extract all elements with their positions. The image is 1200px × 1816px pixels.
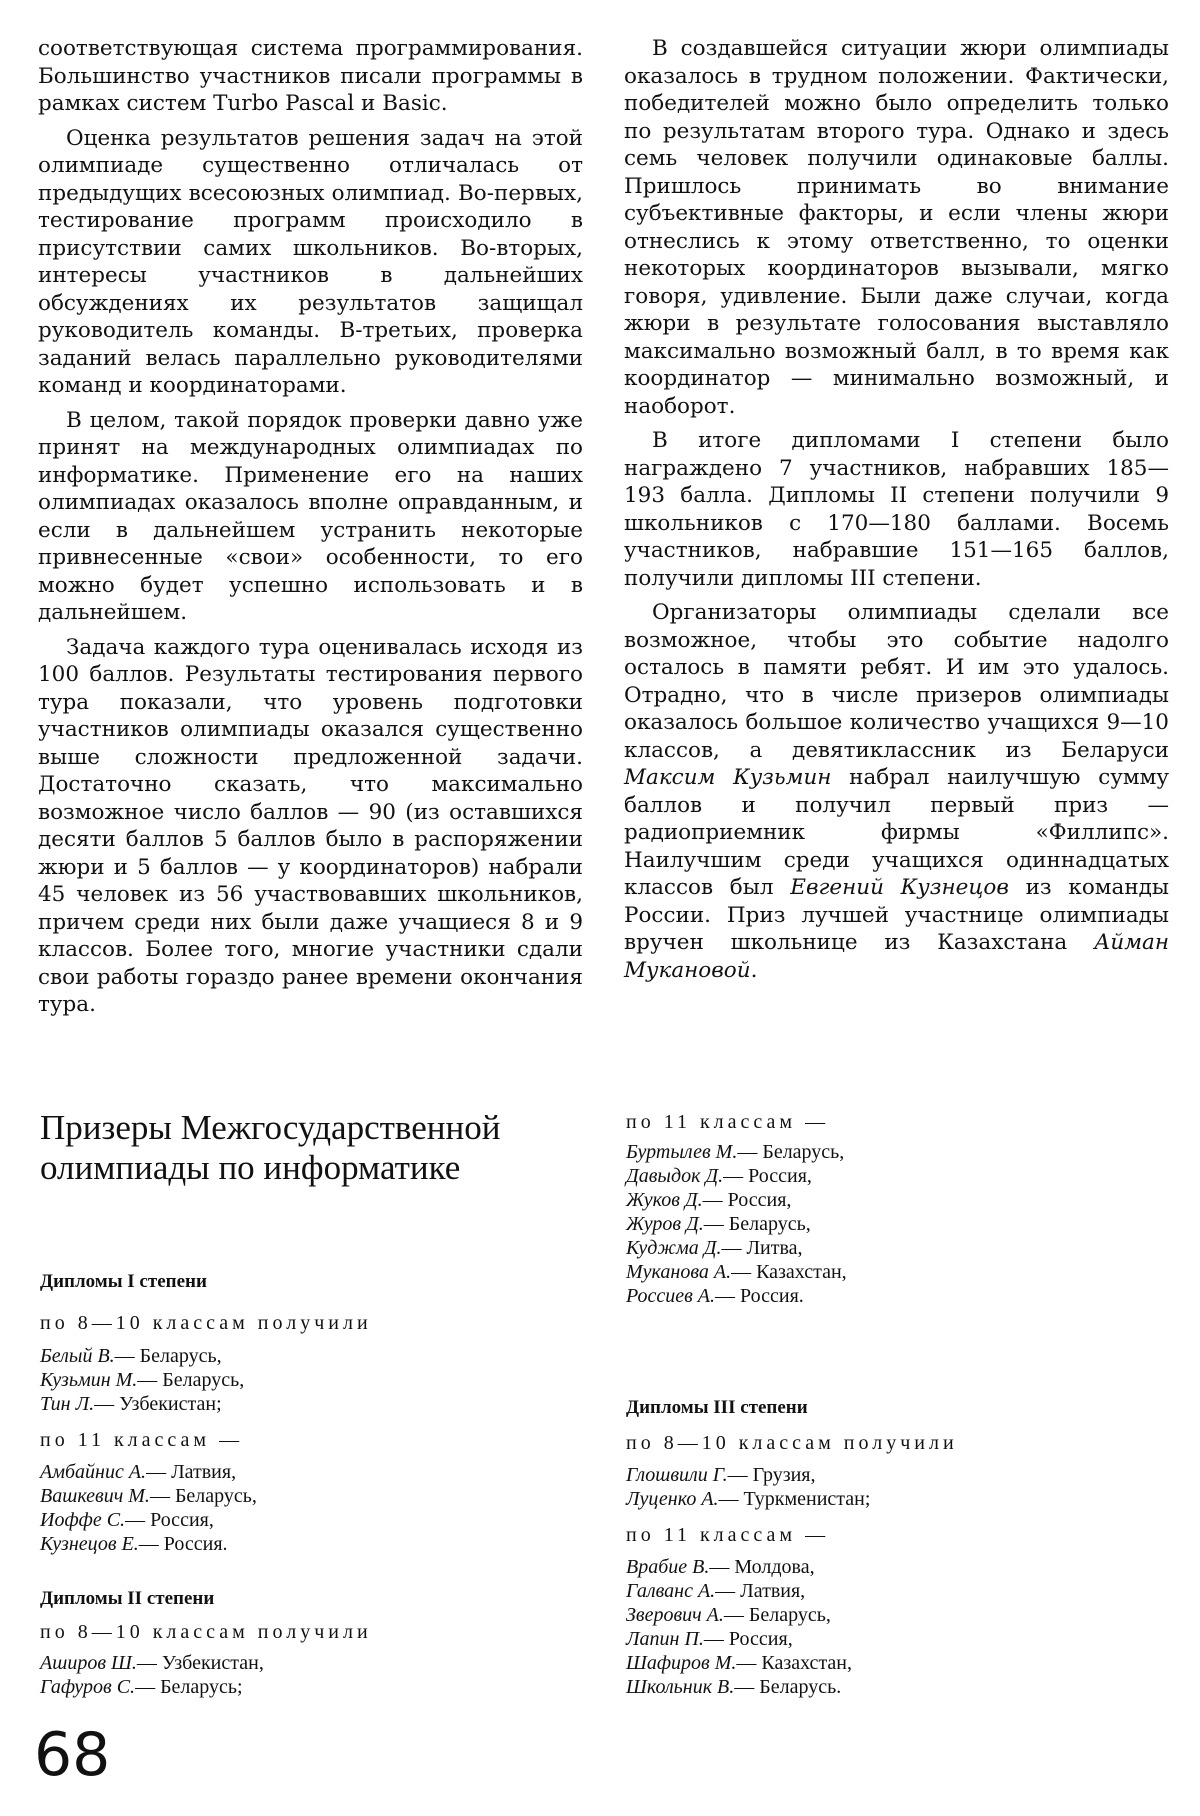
winners-list [626, 1555, 852, 1699]
group-label: по 8—10 классам получили [40, 1312, 372, 1334]
person-name: Айман Мукановой [624, 930, 1169, 983]
list-item: Галванс А.— Латвия, [626, 1580, 806, 1602]
list-item: Муканова А.— Казахстан, [626, 1261, 847, 1283]
list-item: Зверович А.— Беларусь, [626, 1604, 831, 1626]
person-name: Евгений Кузнецов [790, 875, 1009, 900]
diploma-3-heading: Дипломы III степени [626, 1397, 808, 1418]
list-item: Давыдок Д.— Россия, [626, 1165, 812, 1187]
page-number: 68 [34, 1720, 111, 1790]
winners-list [40, 1344, 244, 1416]
group-label: по 11 классам — [40, 1429, 244, 1451]
list-item: Амбайнис А.— Латвия, [40, 1461, 237, 1483]
list-item: Иоффе С.— Россия, [40, 1509, 214, 1531]
list-item: Глошвили Г.— Грузия, [626, 1464, 816, 1486]
diploma-1-heading: Дипломы I степени [40, 1271, 207, 1292]
group-label: по 11 классам — [626, 1524, 830, 1546]
list-item: Журов Д.— Беларусь, [626, 1213, 811, 1235]
paragraph: В итоге дипломами I степени было награждено 7 участников, набравших 185—193 балла. Дипломы II степени получили 9 школьников с 170—180 баллами. Восемь участников, набравшие 151—165 баллов, получили дипломы III степени. [624, 428, 1169, 591]
winners-list [40, 1651, 264, 1699]
group-label: по 8—10 классам получили [40, 1621, 372, 1643]
list-item: Луценко А.— Туркменистан; [626, 1488, 871, 1510]
list-item: Кузьмин М.— Беларусь, [40, 1369, 245, 1391]
article-column-left [38, 35, 583, 1026]
person-name: Максим Кузьмин [624, 765, 832, 790]
list-item: Тин Л.— Узбекистан; [40, 1393, 222, 1415]
paragraph: Задача каждого тура оценивалась исходя из 100 баллов. Результаты тестирования первого тура показали, что уровень подготовки участников олимпиады оказался существенно выше сложности предложенной задачи. Достаточно сказать, что максимально возможное число баллов — 90 (из оставшихся десяти баллов 5 баллов было в распоряжении жюри и 5 баллов — у координаторов) набрали 45 человек из 56 участвовавших школьников, причем среди них были даже учащиеся 8 и 9 классов. Более того, многие участники сдали свои работы гораздо ранее времени окончания тура. [38, 634, 583, 1017]
list-item: Гафуров С.— Беларусь; [40, 1676, 243, 1698]
list-item: Вашкевич М.— Беларусь, [40, 1485, 257, 1507]
winners-list [626, 1463, 870, 1511]
paragraph: соответствующая система программирования. Большинство участников писали программы в рамках систем Turbo Pascal и Basic. [38, 36, 583, 116]
list-item: Школьник В.— Беларусь. [626, 1676, 842, 1698]
list-item: Буртылев М.— Беларусь, [626, 1141, 845, 1163]
winners-list [40, 1460, 257, 1556]
list-item: Жуков Д.— Россия, [626, 1189, 792, 1211]
paragraph: В создавшейся ситуации жюри олимпиады оказалось в трудном положении. Фактически, победителей можно было определить только по результатам второго тура. Однако и здесь семь человек получили одинаковые баллы. Пришлось принимать во внимание субъективные факторы, и если члены жюри отнеслись к этому ответственно, то оценки некоторых координаторов вызывали, мягко говоря, удивление. Были даже случаи, когда жюри в результате голосования выставляло максимально возможный балл, в то время как координатор — минимально возможный, и наоборот. [624, 36, 1169, 419]
list-item: Белый В.— Беларусь, [40, 1345, 222, 1367]
list-item: Врабие В.— Молдова, [626, 1556, 815, 1578]
prizewinners-title: Призеры Межгосударственной олимпиады по информатике [40, 1108, 501, 1187]
article-column-right [624, 35, 1169, 991]
diploma-2-heading: Дипломы II степени [40, 1588, 215, 1609]
list-item: Шафиров М.— Казахстан, [626, 1652, 853, 1674]
list-item: Россиев А.— Россия. [626, 1285, 804, 1307]
list-item: Кузнецов Е.— Россия. [40, 1533, 228, 1555]
group-label: по 11 классам — [626, 1111, 830, 1133]
group-label: по 8—10 классам получили [626, 1432, 958, 1454]
paragraph: В целом, такой порядок проверки давно уже принят на международных олимпиадах по информатике. Применение его на наших олимпиадах оказалось вполне оправданным, и если в дальнейшем устранить некоторые привнесенные «свои» особенности, то его можно будет успешно использовать и в дальнейшем. [38, 407, 583, 625]
list-item: Лапин П.— Россия, [626, 1628, 793, 1650]
list-item: Куджма Д.— Литва, [626, 1237, 803, 1259]
winners-list [626, 1140, 847, 1308]
list-item: Аширов Ш.— Узбекистан, [40, 1652, 264, 1674]
paragraph: Оценка результатов решения задач на этой олимпиаде существенно отличалась от предыдущих всесоюзных олимпиад. Во-первых, тестирование программ происходило в присутствии самих школьников. Во-вторых, интересы участников в дальнейших обсуждениях их результатов защищал руководитель команды. В-третьих, проверка заданий велась параллельно руководителями команд и координаторами. [38, 125, 583, 398]
paragraph: Организаторы олимпиады сделали все возможное, чтобы это событие надолго осталось в памяти ребят. И им это удалось. Отрадно, что в числе призеров олимпиады оказалось большое количество учащихся 9—10 классов, а девятиклассник из Беларуси Максим Кузьмин набрал наилучшую сумму баллов и получил первый приз — радиоприемник фирмы «Филлипс». Наилучшим среди учащихся одиннадцатых классов был Евгений Кузнецов из команды России. Приз лучшей участнице олимпиады вручен школьнице из Казахстана Айман Мукановой. [624, 600, 1170, 983]
